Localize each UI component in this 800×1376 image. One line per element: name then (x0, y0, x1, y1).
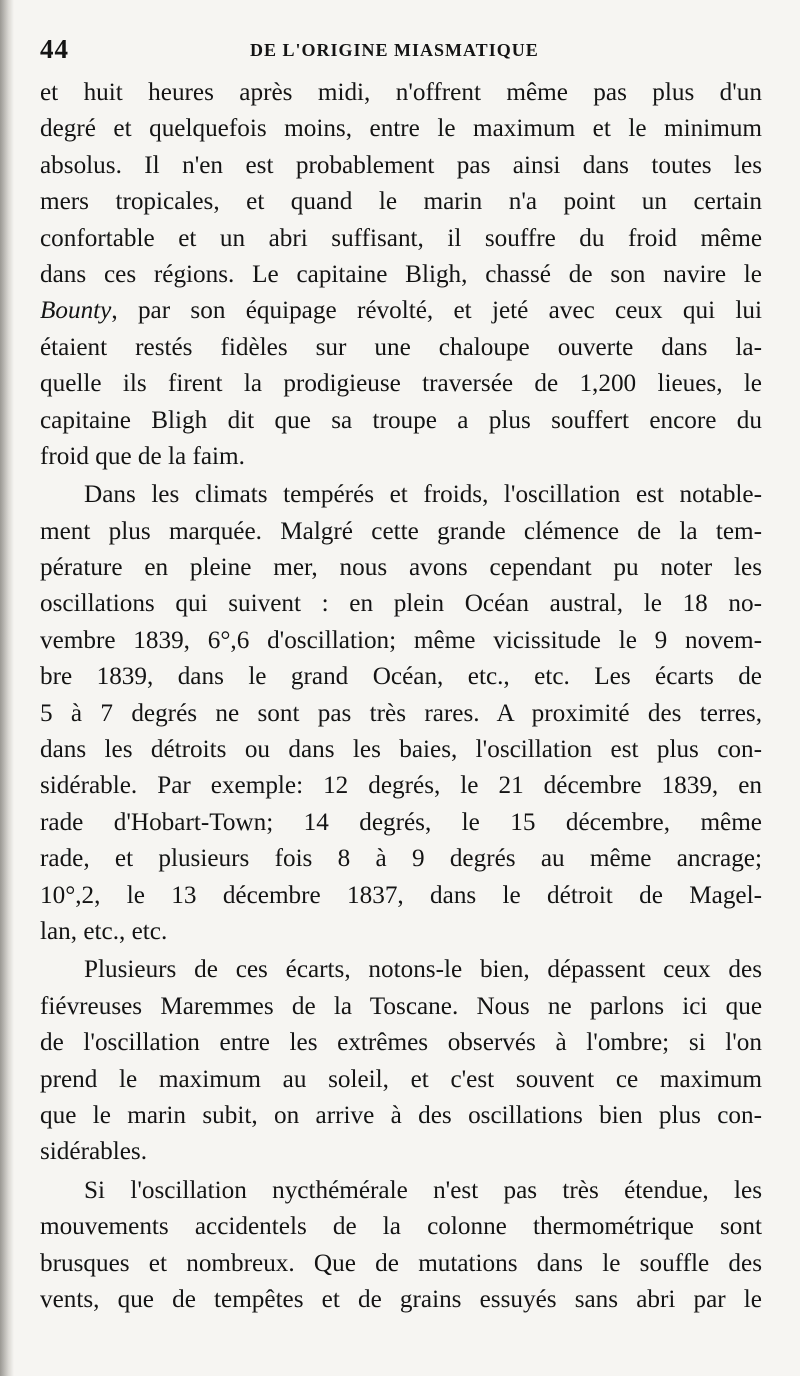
body-text (40, 75, 762, 1320)
text-line: confortable et un abri suffisant, il souffre du froid même (40, 224, 762, 252)
text-line: rade d'Hobart-Town; 14 degrés, le 15 décembre, même (40, 808, 762, 836)
text-line: quelle ils firent la prodigieuse traversée de 1,200 lieues, le (40, 370, 762, 398)
paragraph (40, 477, 762, 950)
text-line: absolus. Il n'en est probablement pas ainsi dans toutes les (40, 151, 762, 179)
text-line: capitaine Bligh dit que sa troupe a plus souffert encore du (40, 406, 762, 434)
text-line: rade, et plusieurs fois 8 à 9 degrés au même ancrage; (40, 845, 762, 873)
text-line: oscillations qui suivent : en plein Océan austral, le 18 no- (40, 590, 762, 618)
text-line: ment plus marquée. Malgré cette grande clémence de la tem- (40, 517, 762, 545)
text-line: brusques et nombreux. Que de mutations dans le souffle des (40, 1249, 762, 1277)
text-line: Si l'oscillation nycthémérale n'est pas très étendue, les (84, 1176, 762, 1204)
text-line: lan, etc., etc. (40, 917, 168, 945)
text-line: 10°,2, le 13 décembre 1837, dans le détroit de Magel- (40, 881, 762, 909)
text-line: de l'oscillation entre les extrêmes observés à l'ombre; si l'on (40, 1029, 762, 1057)
text-line: Dans les climats tempérés et froids, l'oscillation est notable- (84, 481, 762, 509)
text-line: vents, que de tempêtes et de grains essuyés sans abri par le (40, 1285, 762, 1313)
page-gutter-shadow (0, 0, 14, 1376)
text-line: mouvements accidentels de la colonne thermométrique sont (40, 1213, 762, 1241)
paragraph (40, 75, 762, 475)
text-line: froid que de la faim. (40, 442, 245, 470)
paragraph (40, 952, 762, 1170)
text-line: et huit heures après midi, n'offrent même pas plus d'un (40, 79, 762, 106)
text-line: sidérable. Par exemple: 12 degrés, le 21 décembre 1839, en (40, 772, 762, 800)
text-line: 5 à 7 degrés ne sont pas très rares. A proximité des terres, (40, 699, 762, 727)
running-title: DE L'ORIGINE MIASMATIQUE (250, 40, 539, 60)
text-line: prend le maximum au soleil, et c'est souvent ce maximum (40, 1065, 762, 1093)
text-line: Plusieurs de ces écarts, notons-le bien, dépassent ceux des (84, 956, 762, 984)
text-line: degré et quelquefois moins, entre le maximum et le minimum (40, 115, 762, 143)
page-number: 44 (40, 34, 69, 64)
paragraph (40, 1173, 762, 1319)
text-line: dans ces régions. Le capitaine Bligh, chassé de son navire le (40, 260, 762, 288)
running-head (40, 30, 760, 70)
text-line: dans les détroits ou dans les baies, l'oscillation est plus con- (40, 736, 762, 764)
text-line: fiévreuses Maremmes de la Toscane. Nous ne parlons ici que (40, 992, 762, 1020)
text-line: sidérables. (40, 1138, 148, 1166)
text-line: pérature en pleine mer, nous avons cependant pu noter les (40, 554, 762, 582)
text-line: étaient restés fidèles sur une chaloupe ouverte dans la- (40, 333, 762, 361)
text-line: que le marin subit, on arrive à des oscillations bien plus con- (40, 1101, 762, 1129)
text-line: bre 1839, dans le grand Océan, etc., etc. Les écarts de (40, 663, 762, 691)
text-line: Bounty, par son équipage révolté, et jeté avec ceux qui lui (40, 297, 762, 325)
text-line: vembre 1839, 6°,6 d'oscillation; même vicissitude le 9 novem- (40, 626, 762, 654)
text-line: mers tropicales, et quand le marin n'a point un certain (40, 188, 762, 216)
